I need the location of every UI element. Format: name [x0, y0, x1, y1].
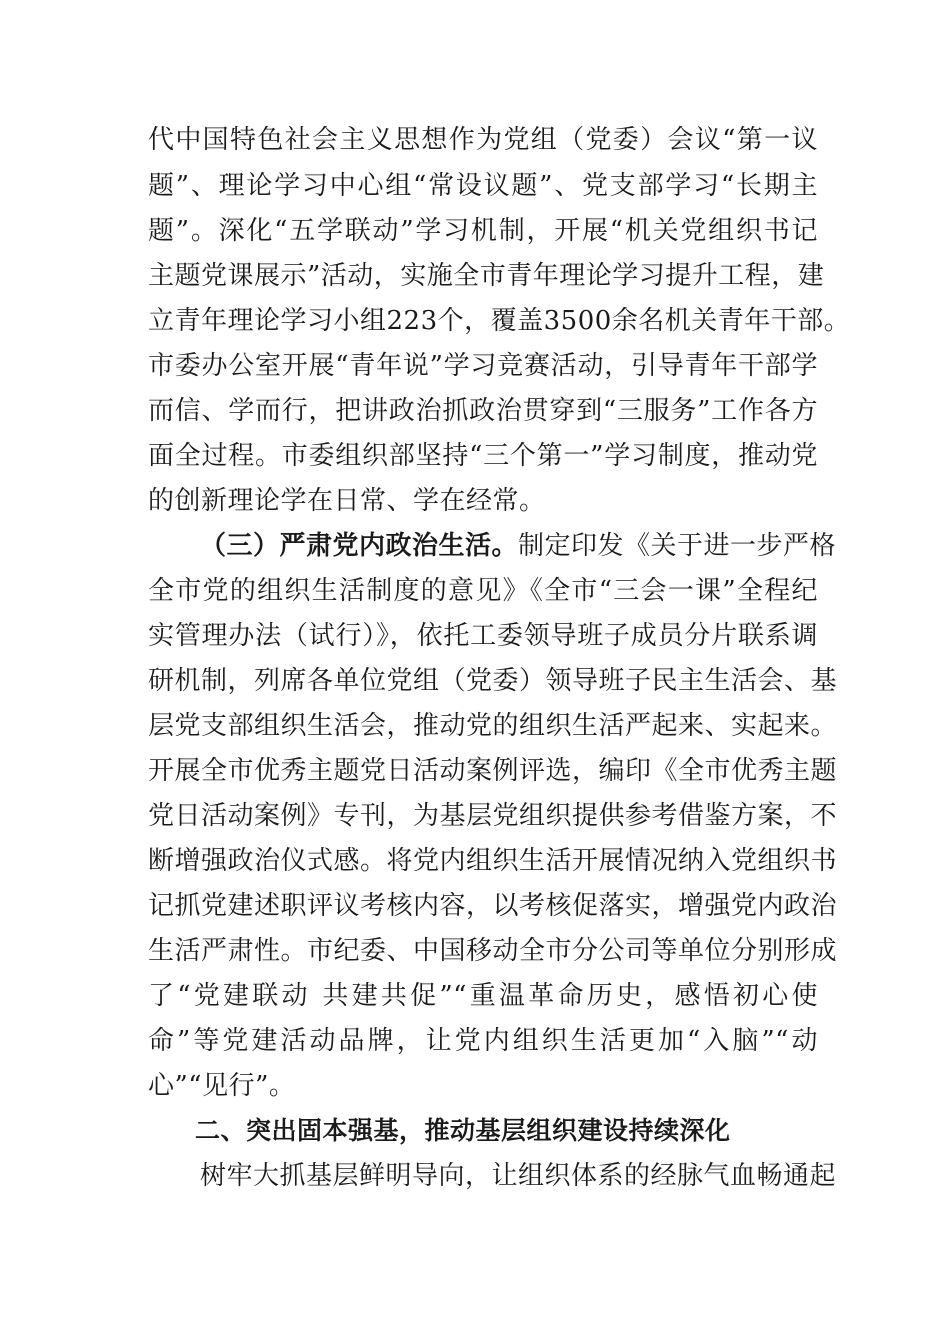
p2-line-7: 党日活动案例》专刊，为基层党组织提供参考借鉴方案，不 — [148, 801, 838, 831]
p2-line-13: 心”“见行”。 — [148, 1071, 296, 1101]
p2-line-3: 实管理办法（试行）》，依托工委领导班子成员分片联系调 — [148, 621, 818, 651]
p2-line-11: 了“党建联动 共建共促”“重温革命历史，感悟初心使 — [148, 981, 818, 1011]
p2-line-1 — [200, 530, 837, 562]
section-heading: 二、突出固本强基，推动基层组织建设持续深化 — [195, 1116, 731, 1145]
p1-line-4: 主题党课展示”活动，实施全市青年理论学习提升工程，建 — [148, 261, 825, 291]
p2-line-12: 命”等党建活动品牌，让党内组织生活更加“入脑”“动 — [148, 1026, 818, 1056]
p1-line-3: 题”。深化“五学联动”学习机制，开展“机关党组织书记 — [148, 216, 818, 246]
p2-line-8: 断增强政治仪式感。将党内组织生活开展情况纳入党组织书 — [148, 846, 838, 876]
p2-lead-heading: （三）严肃党内政治生活。 — [200, 531, 519, 561]
p1-line-6: 市委办公室开展“青年说”学习竞赛活动，引导青年干部学 — [148, 351, 818, 381]
p2-line-10: 生活严肃性。市纪委、中国移动全市分公司等单位分别形成 — [148, 936, 838, 966]
p1-line-8: 面全过程。市委组织部坚持“三个第一”学习制度，推动党 — [148, 441, 818, 471]
p1-line-7: 而信、学而行，把讲政治抓政治贯穿到“三服务”工作各方 — [148, 396, 818, 426]
p2-line-1-rest: 制定印发《关于进一步严格 — [518, 531, 837, 561]
p1-line-9: 的创新理论学在日常、学在经常。 — [148, 486, 546, 516]
p1-line-1: 代中国特色社会主义思想作为党组（党委）会议“第一议 — [148, 125, 818, 155]
p2-line-4: 研机制，列席各单位党组（党委）领导班子民主生活会、基 — [148, 666, 838, 696]
p3-line-1: 树牢大抓基层鲜明导向，让组织体系的经脉气血畅通起 — [200, 1161, 837, 1191]
p1-line-5: 立青年理论学习小组223个，覆盖3500余名机关青年干部。 — [148, 306, 851, 336]
p1-line-2: 题”、理论学习中心组“常设议题”、党支部学习“长期主 — [148, 171, 818, 201]
p2-line-2: 全市党的组织生活制度的意见》《全市“三会一课”全程纪 — [148, 576, 818, 606]
p2-line-9: 记抓党建述职评议考核内容，以考核促落实，增强党内政治 — [148, 891, 838, 921]
p2-line-6: 开展全市优秀主题党日活动案例评选，编印《全市优秀主题 — [148, 756, 838, 786]
p2-line-5: 层党支部组织生活会，推动党的组织生活严起来、实起来。 — [148, 711, 838, 741]
